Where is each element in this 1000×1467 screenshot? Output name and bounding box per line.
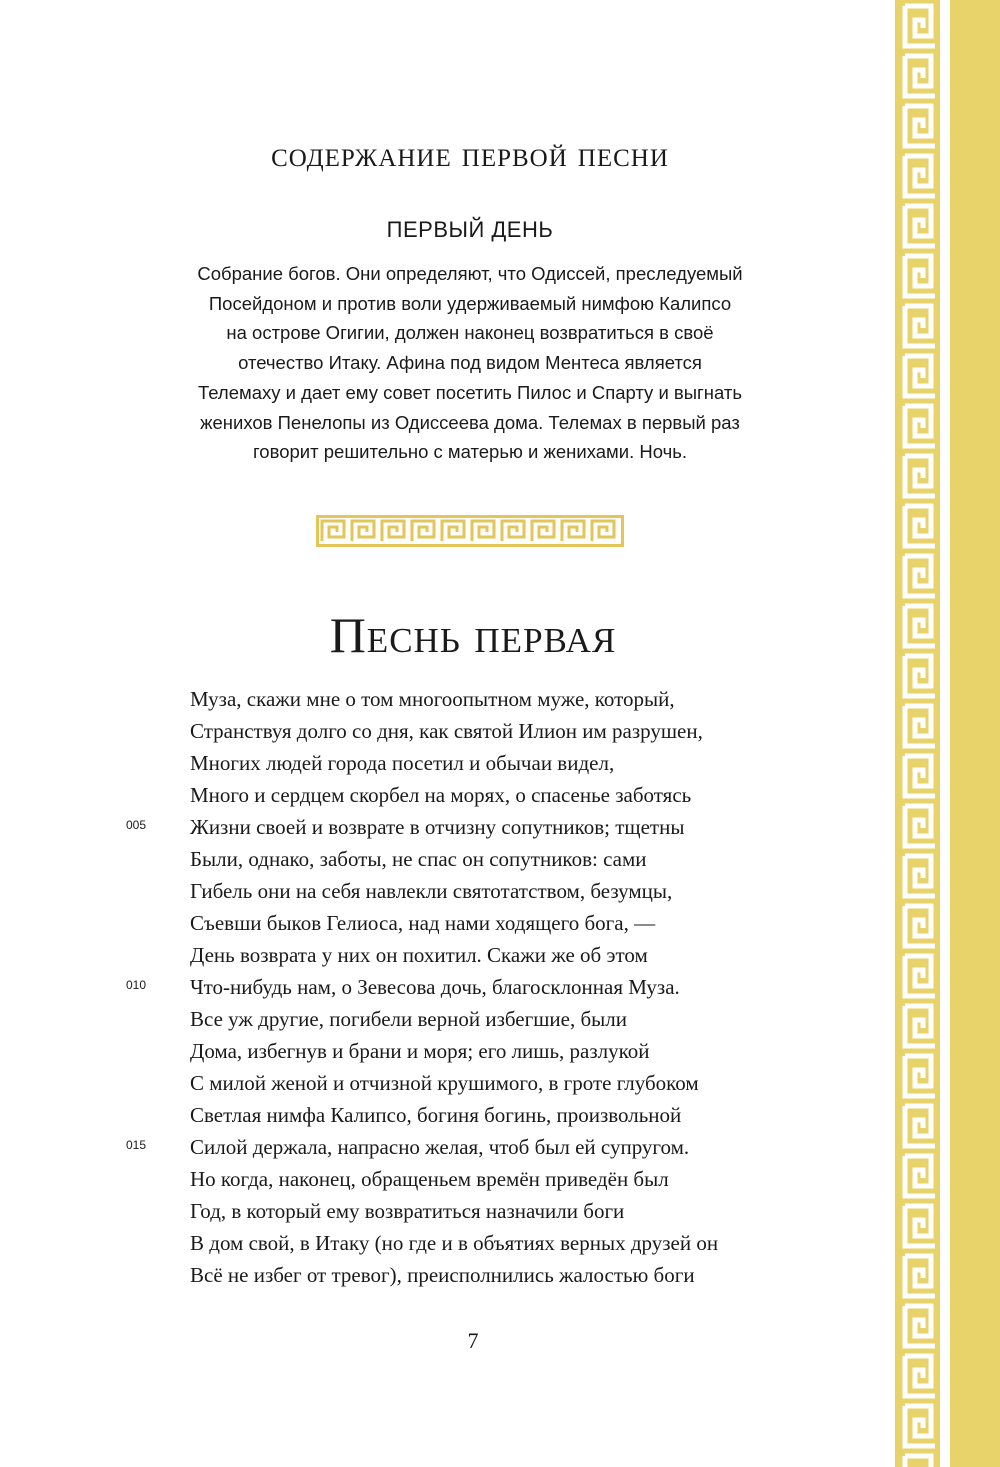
line-number: 015 <box>126 1138 147 1152</box>
summary-line: Собрание богов. Они определяют, что Одиссей, преследуемый <box>197 263 743 284</box>
verse-line: Гибель они на себя навлекли святотатством, безумцы, <box>190 879 673 903</box>
verse-line: Что-нибудь нам, о Зевесова дочь, благосклонная Муза. <box>190 975 680 999</box>
meander-ornament <box>316 515 624 547</box>
verse-line: В дом свой, в Итаку (но где и в объятиях верных друзей он <box>190 1231 719 1255</box>
verse-line: Все уж другие, погибели верной избегшие, были <box>190 1007 627 1031</box>
verse-line: Силой держала, напрасно желая, чтоб был ей супругом. <box>190 1135 690 1159</box>
line-number: 010 <box>126 978 147 992</box>
verse-line: Многих людей города посетил и обычаи видел, <box>190 751 615 775</box>
verse-line: Всё не избег от тревог), преисполнились жалостью боги <box>190 1263 695 1287</box>
verse-line: Год, в который ему возвратиться назначили боги <box>190 1199 625 1223</box>
verse-line: Светлая нимфа Калипсо, богиня богинь, произвольной <box>190 1103 682 1127</box>
greek-key-side-border <box>895 0 1000 1467</box>
verse-line: Дома, избегнув и брани и моря; его лишь, разлукой <box>190 1039 650 1063</box>
summary-line: женихов Пенелопы из Одиссеева дома. Телемах в первый раз <box>200 411 740 433</box>
verse-line: Были, однако, заботы, не спас он сопутников: сами <box>190 847 647 871</box>
summary-line: Телемаху и дает ему совет посетить Пилос и Спарту и выгнать <box>197 381 743 403</box>
page-number: 7 <box>467 1328 479 1353</box>
verse-line: Но когда, наконец, обращеньем времён приведён был <box>190 1167 669 1191</box>
summary-line: отечество Итаку. Афина под видом Ментеса является <box>238 352 702 374</box>
summary-subtitle: ПЕРВЫЙ ДЕНЬ <box>386 217 554 242</box>
verse-line: Съевши быков Гелиоса, над нами ходящего бога, — <box>190 911 656 935</box>
verse-line: Много и сердцем скорбел на морях, о спасенье заботясь <box>190 783 692 807</box>
summary-line: на острове Огигии, должен наконец возвратиться в своё <box>226 322 714 344</box>
verse-line: День возврата у них он похитил. Скажи же об этом <box>190 943 648 967</box>
summary-line: говорит решительно с матерью и женихами. Ночь. <box>252 441 688 463</box>
summary-title: содержание первой песни <box>271 134 669 174</box>
verse-line: Муза, скажи мне о том многоопытном муже, который, <box>190 687 675 711</box>
line-number: 005 <box>126 818 147 832</box>
song-title: Песнь первая <box>329 607 617 663</box>
verse-line: Странствуя долго со дня, как святой Илион им разрушен, <box>190 719 703 743</box>
summary-line: Посейдоном и против воли удерживаемый нимфою Калипсо <box>208 292 732 314</box>
summary-paragraph <box>170 259 770 467</box>
verse-line: Жизни своей и возврате в отчизну сопутников; тщетны <box>190 815 685 839</box>
verse-line: С милой женой и отчизной крушимого, в гроте глубоком <box>190 1071 699 1095</box>
